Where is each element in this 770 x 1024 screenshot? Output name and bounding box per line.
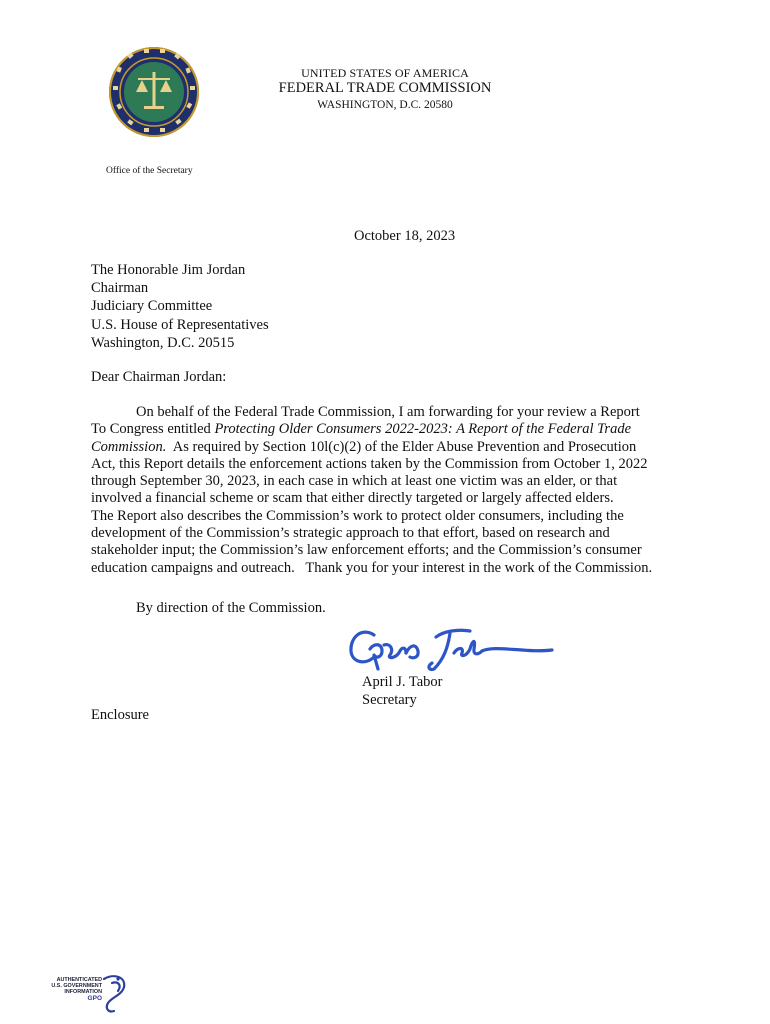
recipient-line: Chairman	[91, 280, 149, 297]
body-line: stakeholder input; the Commission’s law enforcement efforts; and the Commission’s consumer	[91, 542, 642, 559]
body-line: Act, this Report details the enforcement actions taken by the Commission from October 1, 2022	[91, 455, 648, 472]
recipient-line: Judiciary Committee	[91, 298, 213, 315]
signer-title: Secretary	[362, 692, 417, 709]
body-line	[91, 439, 701, 456]
recipient-address	[91, 261, 269, 352]
letterhead-agency: FEDERAL TRADE COMMISSION	[278, 80, 492, 96]
ftc-seal-logo	[108, 46, 200, 138]
body-text: To Congress entitled	[91, 421, 215, 438]
body-line: education campaigns and outreach. Thank you for your interest in the work of the Commission.	[91, 559, 653, 576]
letterhead-country: UNITED STATES OF AMERICA	[301, 66, 469, 80]
body-text: As required by Section 10l(c)(2) of the Elder Abuse Prevention and Prosecution	[166, 438, 637, 455]
letter-date: October 18, 2023	[354, 228, 456, 244]
gpo-badge-text	[44, 977, 102, 1002]
signer-block	[362, 673, 442, 709]
gpo-eagle-icon	[98, 973, 130, 1015]
gpo-badge-line: U.S. GOVERNMENT	[51, 983, 102, 990]
gpo-badge-line: INFORMATION	[64, 989, 102, 996]
body-line: On behalf of the Federal Trade Commission, I am forwarding for your review a Report	[136, 404, 640, 420]
handwritten-signature	[344, 623, 554, 673]
letter-body	[91, 404, 701, 577]
recipient-line: Washington, D.C. 20515	[91, 334, 235, 351]
gpo-authenticated-logo	[44, 973, 132, 1015]
recipient-line: The Honorable Jim Jordan	[91, 262, 246, 278]
recipient-line: U.S. House of Representatives	[91, 316, 269, 333]
body-line: through September 30, 2023, in each case in which at least one victim was an elder, or that	[91, 473, 618, 490]
enclosure-label: Enclosure	[91, 707, 149, 723]
report-title: Commission.	[91, 438, 167, 455]
body-line: The Report also describes the Commission’s work to protect older consumers, including the	[91, 507, 624, 524]
body-line	[91, 421, 701, 438]
office-label: Office of the Secretary	[106, 166, 193, 176]
gpo-badge-line: AUTHENTICATED	[56, 977, 102, 983]
body-line: involved a financial scheme or scam that either directly targeted or largely affected elders.	[91, 490, 614, 507]
closing-line: By direction of the Commission.	[136, 600, 326, 616]
body-line: development of the Commission’s strategic approach to that effort, based on research and	[91, 525, 610, 542]
signer-name: April J. Tabor	[362, 674, 443, 690]
salutation: Dear Chairman Jordan:	[91, 369, 227, 385]
letterhead-address: WASHINGTON, D.C. 20580	[317, 99, 453, 111]
report-title: Protecting Older Consumers 2022-2023: A Report of the Federal Trade	[214, 421, 632, 438]
gpo-badge-line: GPO	[87, 994, 102, 1002]
